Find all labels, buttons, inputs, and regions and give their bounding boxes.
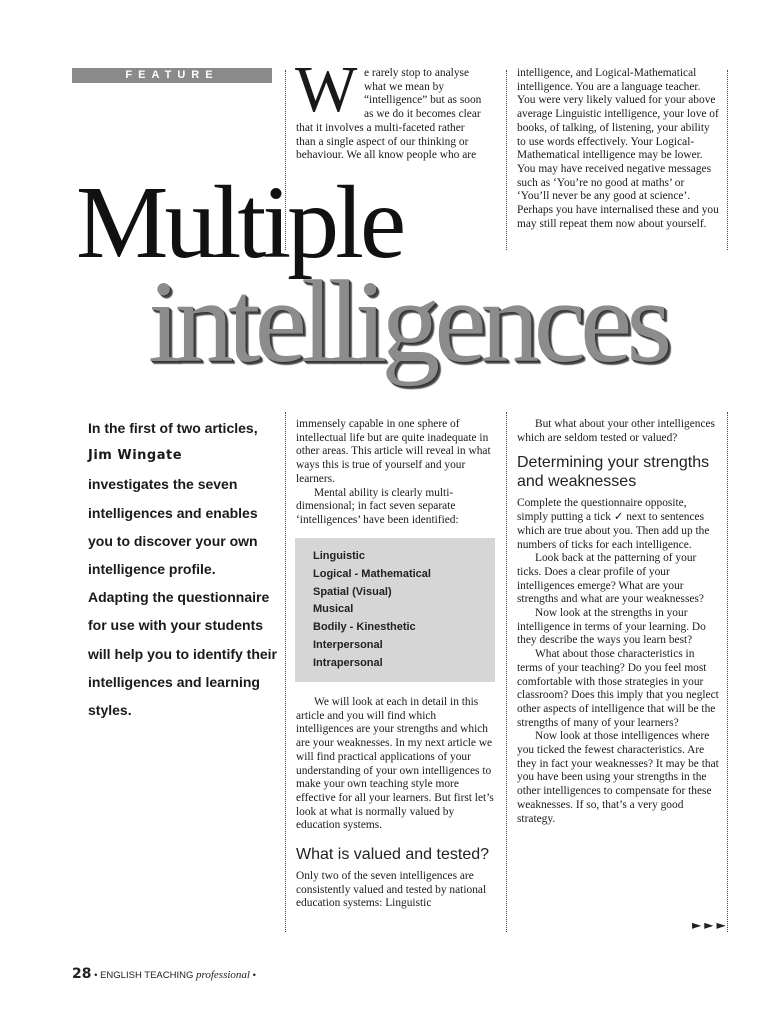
- list-item: Linguistic: [313, 550, 365, 562]
- intro-line: than a single aspect of our thinking or: [296, 135, 469, 148]
- page-number: 28: [72, 966, 92, 982]
- intro-line: behaviour. We all know people who are: [296, 149, 477, 162]
- column-rule-4: [285, 412, 286, 932]
- page-footer: [72, 966, 256, 982]
- author-name: Jim Wingate: [88, 448, 183, 464]
- body-paragraph: intelligence, and Logical-Mathematical intelligence. You are a language teacher. You were very likely valued for your above average Linguistic intelligence, your love of books, of talking, of listening, your ability to use words effectively. Your Logical-Mathematical intelligence may be lower. You may have received negative messages such as ‘You’re no good at maths’ or ‘You’ll never be any good at science’. Perhaps you have internalised these and you may still repeat them now about yourself.: [517, 67, 719, 230]
- footer-bullet: •: [94, 970, 101, 981]
- continue-arrows-icon: ►►►: [692, 918, 729, 932]
- list-item: Bodily - Kinesthetic: [313, 621, 416, 634]
- title-line-2: intelligences: [148, 256, 667, 387]
- section-label: FEATURE: [72, 68, 272, 83]
- subhead: What is valued and tested?: [296, 846, 490, 864]
- intro-line: as we do it becomes clear: [364, 108, 481, 121]
- body-column-3: [517, 418, 719, 826]
- body-paragraph: But what about your other intelligences which are seldom tested or valued?: [517, 418, 715, 444]
- body-paragraph: immensely capable in one sphere of intellectual life but are quite inadequate in other areas. This article will reveal in what ways this is true of yourself and your learners.: [296, 418, 491, 485]
- body-paragraph: What about those characteristics in terms of your teaching? Do you feel most comfortable with those strategies in your classroom? Does this imply that you neglect other aspects of intelligence that will be the strengths of many of your learners?: [517, 648, 719, 729]
- column-rule-5: [506, 412, 507, 932]
- body-paragraph: Only two of the seven intelligences are consistently valued and tested by national education systems: Linguistic: [296, 870, 487, 910]
- body-paragraph: We will look at each in detail in this article and you will find which intelligences are your strengths and which are your weaknesses. In my next article we will find practical applications of your understanding of your own intelligences to make your own teaching style more effective for all your learners. But first let’s look at what is normally valued by education systems.: [296, 696, 494, 832]
- standfirst-lead: In the first of two articles,: [88, 420, 258, 436]
- drop-cap: W: [295, 53, 358, 126]
- standfirst: [88, 414, 278, 724]
- body-column-2-lower: [296, 696, 494, 911]
- intro-line: what we mean by: [364, 80, 445, 93]
- body-paragraph: Now look at the strengths in your intelligence in terms of your learning. Do they describe the ways you learn best?: [517, 607, 706, 647]
- body-paragraph: Mental ability is clearly multi-dimensional; in fact seven separate ‘intelligences’ have been identified:: [296, 486, 459, 526]
- body-column-2: [296, 418, 494, 528]
- body-paragraph: Now look at those intelligences where you ticked the fewest characteristics. Are they in fact your weaknesses? It may be that you have been using your strengths in the other intelligences to compensate for these weaknesses. If so, that’s a very good strategy.: [517, 730, 719, 825]
- body-paragraph: Look back at the patterning of your ticks. Does a clear profile of your intelligences emerge? What are your strengths and what are your weaknesses?: [517, 552, 704, 606]
- body-paragraph: Complete the questionnaire opposite, simply putting a tick ✓ next to sentences which are true about you. Then add up the numbers of ticks for each intelligence.: [517, 497, 710, 551]
- list-item: Spatial (Visual): [313, 585, 392, 598]
- column-rule-6: [727, 412, 728, 932]
- footer-bullet: •: [252, 970, 256, 981]
- list-item: Interpersonal: [313, 638, 383, 651]
- subhead: Determining your strengths and weaknesses: [517, 454, 710, 491]
- intro-column-right: [517, 67, 719, 231]
- title-line-1: Multiple: [76, 165, 403, 280]
- intelligences-list-box: [295, 538, 495, 682]
- publication-name: ENGLISH TEACHING: [100, 970, 194, 981]
- list-item: Musical: [313, 603, 354, 616]
- list-item: Logical - Mathematical: [313, 567, 431, 580]
- standfirst-body: investigates the seven intelligences and enables you to discover your own intelligence profile. Adapting the questionnaire for use with your students will help you to identify their intelligences and learning styles.: [88, 476, 278, 719]
- column-rule-2: [506, 70, 507, 250]
- list-item: Intrapersonal: [313, 656, 383, 669]
- publication-name-italic: professional: [196, 969, 250, 981]
- intro-line: that it involves a multi-faceted rather: [296, 121, 465, 134]
- intro-column: [296, 67, 494, 163]
- intro-line: “intelligence” but as soon: [364, 94, 482, 107]
- column-rule-3: [727, 70, 728, 250]
- intelligences-list: [295, 538, 495, 673]
- intro-line: e rarely stop to analyse: [364, 67, 470, 79]
